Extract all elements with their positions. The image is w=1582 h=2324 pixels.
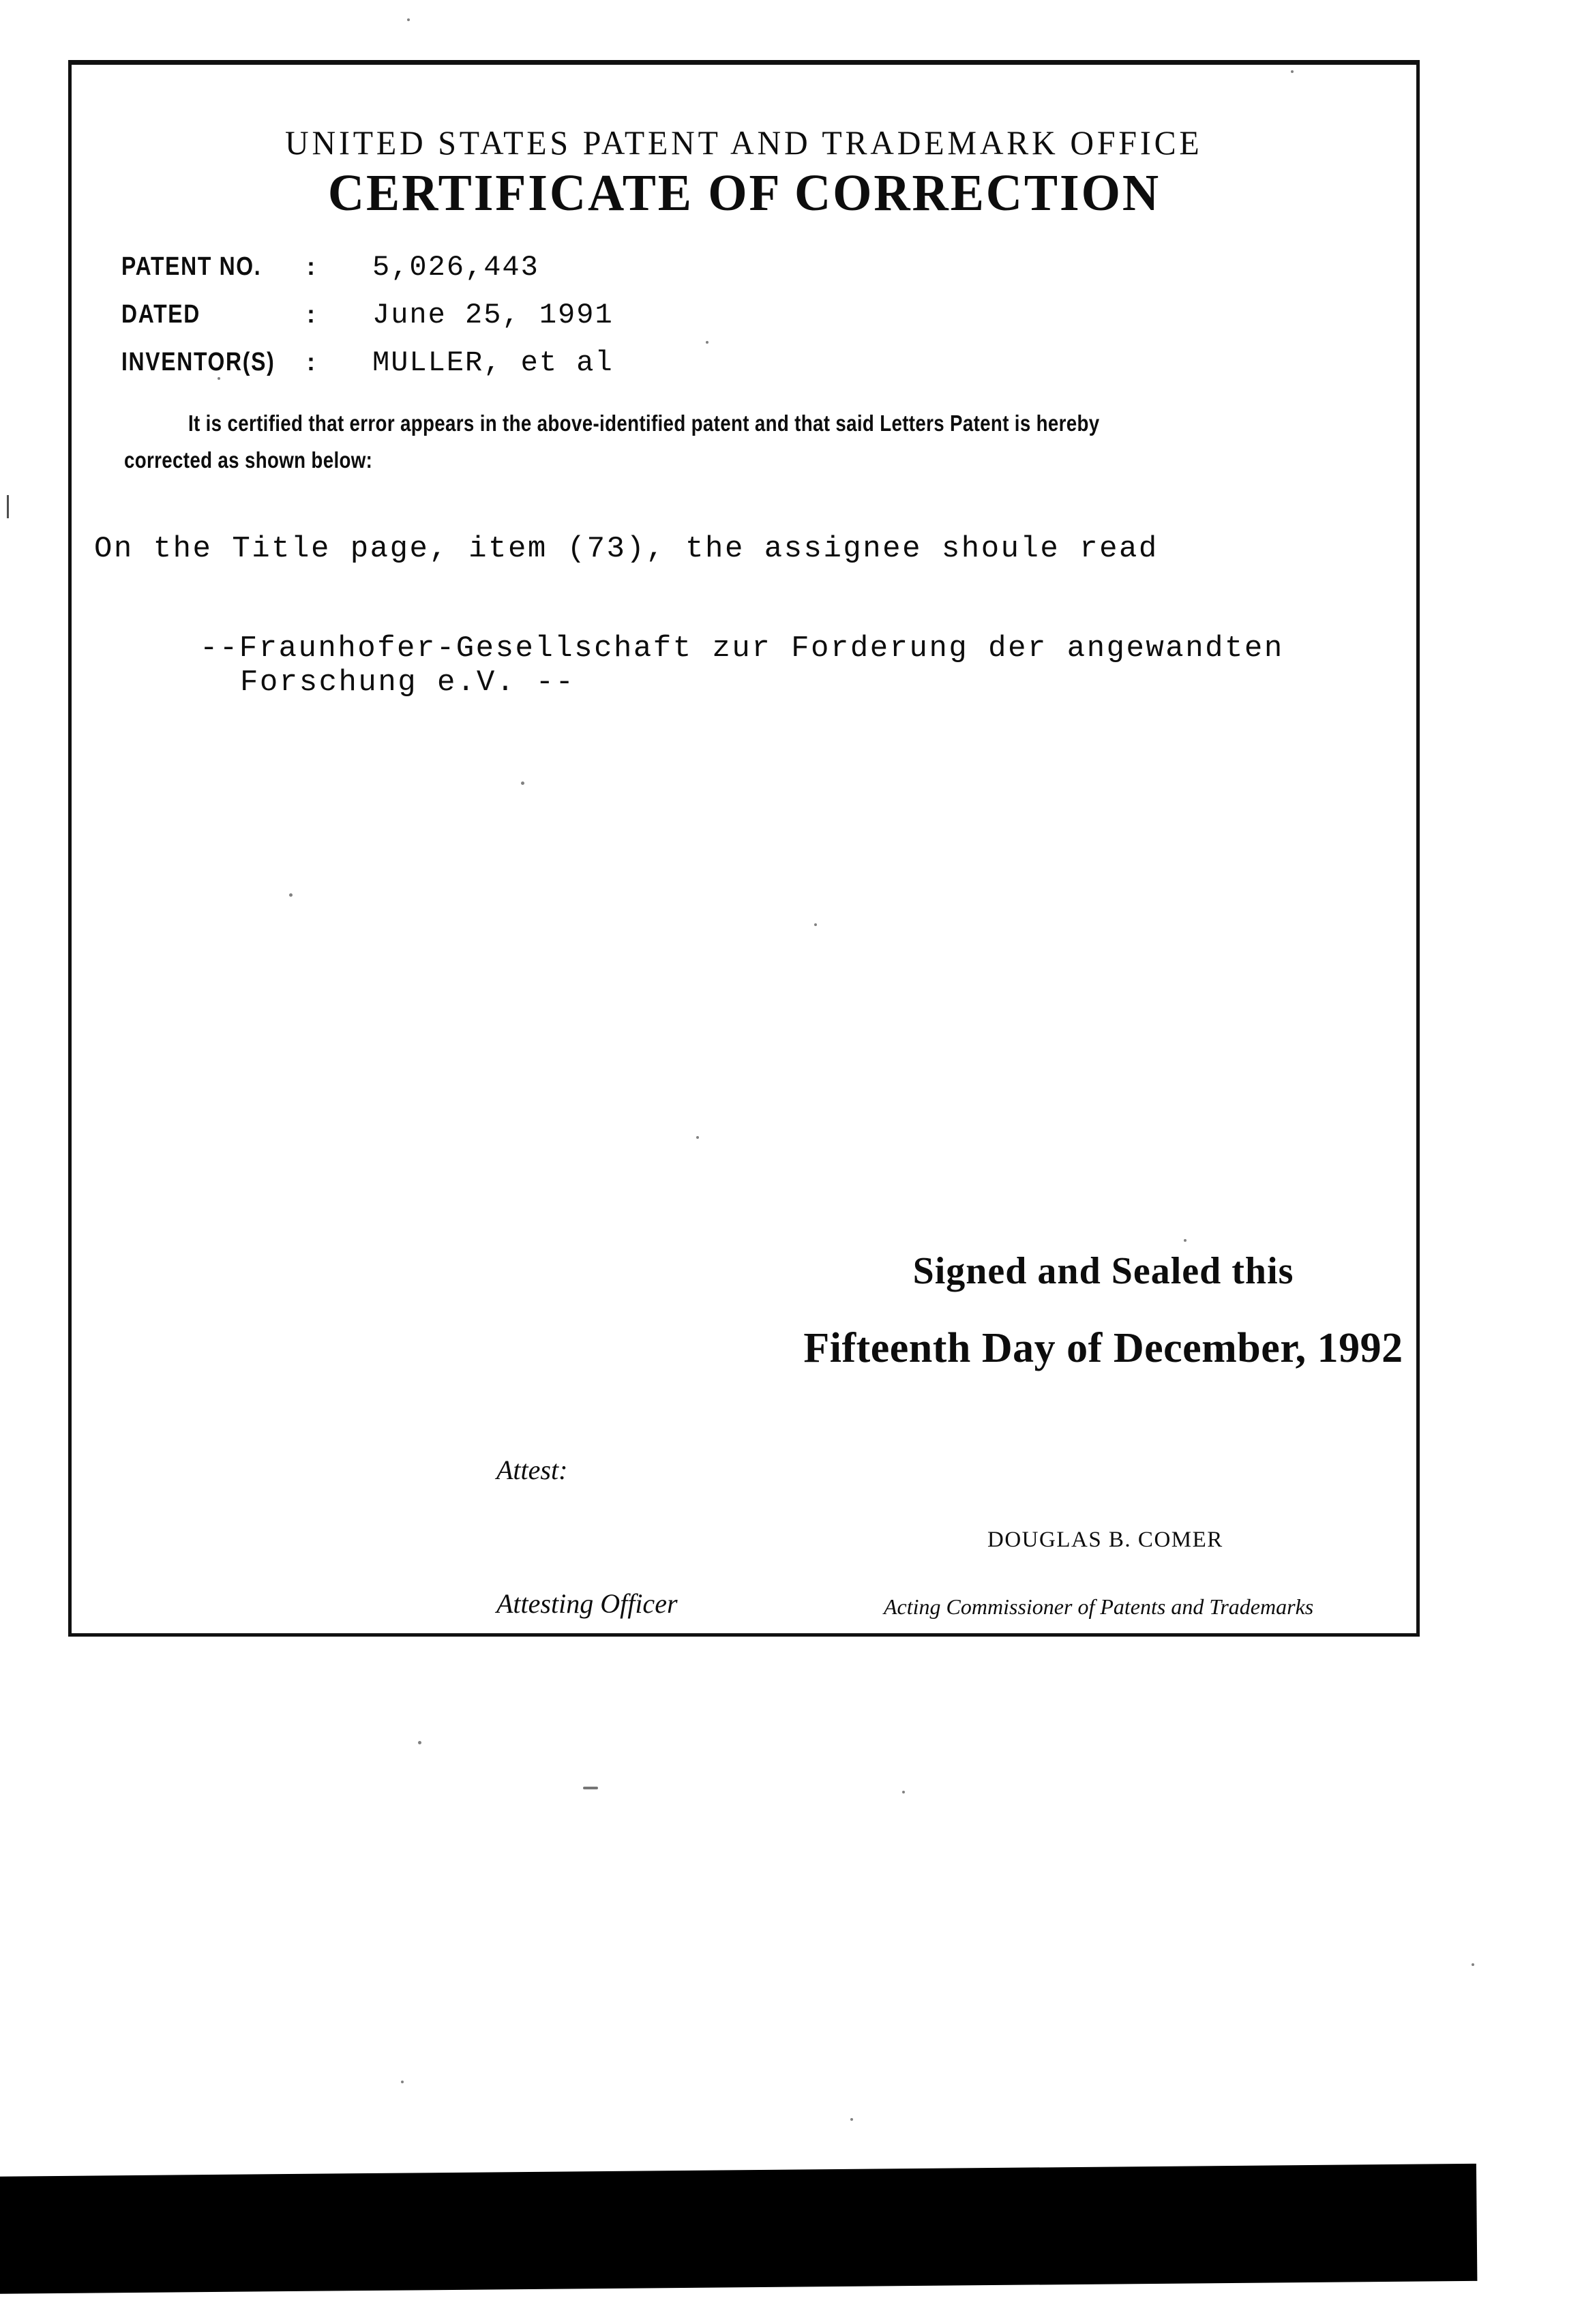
scan-speckle	[407, 18, 410, 21]
inventors-value: MULLER, et al	[372, 346, 614, 379]
attesting-officer-label: Attesting Officer	[496, 1588, 678, 1619]
scan-speckle	[850, 2118, 853, 2121]
scan-speckle	[289, 893, 293, 897]
signed-sealed-line: Signed and Sealed this	[912, 1250, 1294, 1292]
scan-speckle	[521, 781, 524, 785]
dated-value: June 25, 1991	[372, 299, 614, 331]
correction-line-1: --Fraunhofer-Gesellschaft zur Forderung der angewandten	[200, 631, 1284, 666]
commissioner-title: Acting Commissioner of Patents and Trademarks	[884, 1594, 1314, 1619]
scan-black-bar	[0, 2164, 1477, 2294]
scan-dash	[583, 1787, 598, 1789]
patent-no-label: PATENT NO.	[121, 252, 262, 281]
scan-speckle	[696, 1136, 699, 1139]
scan-speckle	[418, 1741, 421, 1744]
dated-colon: :	[307, 300, 315, 328]
scan-speckle	[1184, 1239, 1186, 1242]
certificate-title-text: CERTIFICATE OF CORRECTION	[327, 164, 1161, 222]
scan-speckle	[1291, 70, 1294, 73]
certificate-border	[68, 60, 1420, 1637]
office-heading-text: UNITED STATES PATENT AND TRADEMARK OFFICE	[285, 123, 1203, 162]
scan-speckle	[1472, 1963, 1474, 1966]
inventors-colon: :	[307, 348, 315, 376]
scan-speckle	[218, 377, 220, 380]
correction-line-2: Forschung e.V. --	[240, 666, 576, 700]
office-heading	[68, 123, 1420, 162]
dated-label: DATED	[121, 300, 200, 329]
certificate-title	[68, 164, 1420, 223]
certification-line-2: corrected as shown below:	[124, 447, 373, 473]
scan-margin-tick	[7, 495, 9, 518]
inventors-label: INVENTOR(S)	[121, 348, 275, 376]
signer-name: DOUGLAS B. COMER	[987, 1528, 1223, 1552]
scan-speckle	[706, 341, 708, 344]
correction-intro: On the Title page, item (73), the assignee shoule read	[94, 532, 1159, 566]
scan-speckle	[902, 1791, 905, 1793]
scan-speckle	[814, 923, 817, 926]
signing-block	[769, 1249, 1437, 1373]
certification-line-1: It is certified that error appears in the above-identified patent and that said Letters Patent is hereby	[188, 411, 1100, 436]
signing-date-line: Fifteenth Day of December, 1992	[803, 1325, 1403, 1371]
patent-no-colon: :	[307, 252, 315, 280]
attest-label: Attest:	[496, 1455, 568, 1485]
scan-speckle	[401, 2081, 404, 2083]
patent-no-value: 5,026,443	[372, 251, 539, 284]
